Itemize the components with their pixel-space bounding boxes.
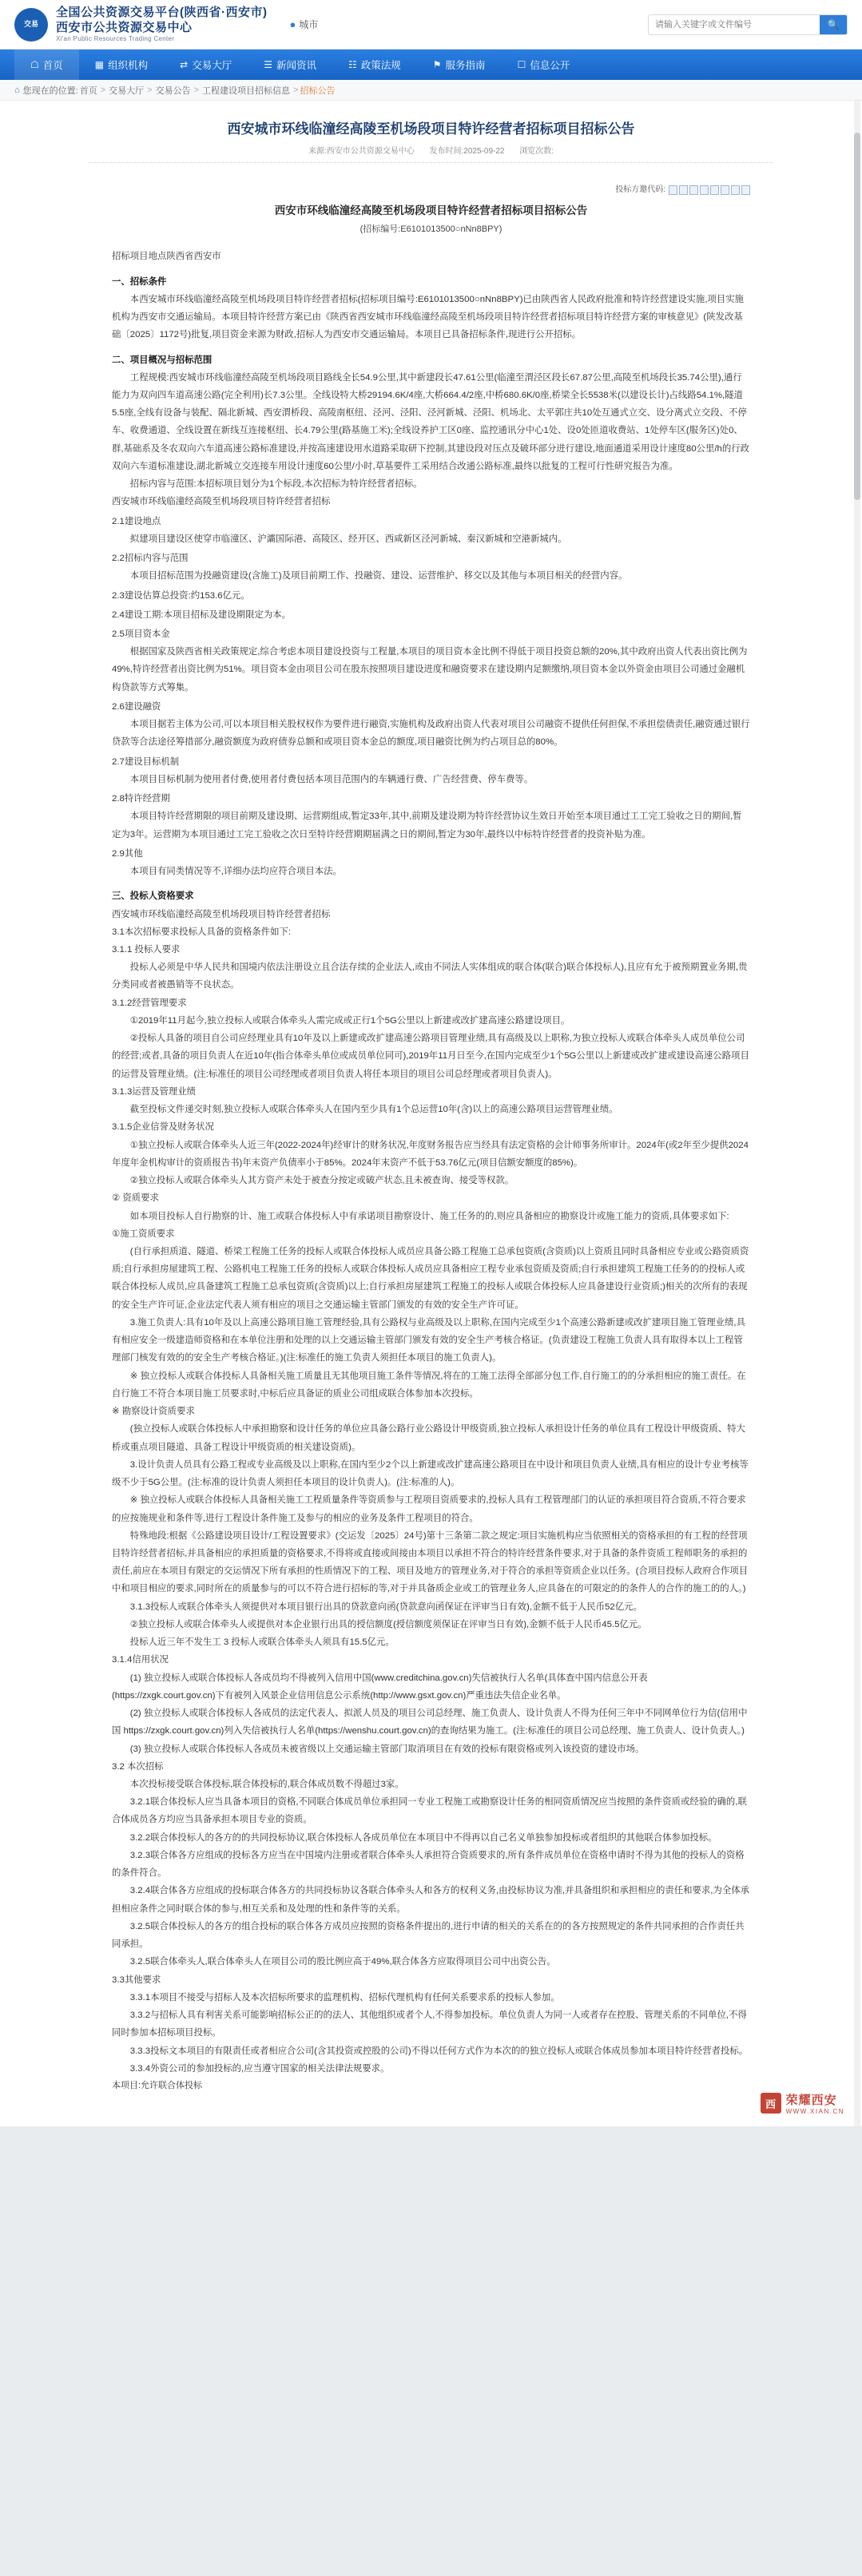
document-page: [0, 101, 862, 2126]
site-logo-text: [56, 6, 268, 44]
search-icon: 🔍: [827, 18, 840, 30]
open-info-icon: ☐: [517, 59, 526, 70]
req-3-2-4: 3.2.4联合体各方应组成的投标联合体各方的共同投标协议各联合体牵头人和各方的权利义务,由投标协议为准,并具备组织和承担相应的责任和要求,为全体承担相应条件之同时联合体的参与,相互关系和及处理的性和条件等的关系。: [112, 1886, 750, 1914]
page-scrollbar[interactable]: [854, 101, 860, 2126]
req-3-2-5a: 3.2.5联合体投标人的各方的组合投标的联合体各方成员应按照的资格条件提出的,进行申请的相关的关系在的的各方按照规定的条件共同承担的合作责任共同承担。: [112, 1921, 745, 1950]
meta-source: 来源:西安市公共资源交易中心: [308, 146, 415, 156]
document-meta: [89, 144, 773, 163]
req-3-1-4-heading: 3.1.4信用状况: [112, 1655, 169, 1665]
req-construction-qual-body-1: (自行承担质道、隧道、桥梁工程施工任务的投标人或联合体投标人成员应具备公路工程施工总承包资质(含资质)以上资质且同时具备相应专业或公路资质资质;自行承担房屋建筑工程、公路机电工程施工任务的投标人或联合体投标人成员应具备相应工程专业承包资质及资质;自行承担建筑工程施工任务的的投标人或联合体投标人成员,应具备建筑工程施工总承包资质(含资质)以上;自行承担房屋建筑工程施工的投标人或联合体投标人应具备建设行业资质;)相关的次所有的表现的安全生产许可证,企业法定代表人须有相应的项目之交通运输主管部门颁发的有效的安全生产许可证。: [112, 1246, 749, 1310]
item-2-4: 2.4建设工期:本项目招标及建设期限定为本。: [112, 609, 292, 620]
req-credit-2: (2) 独立投标人或联合体投标人各成员的法定代表人、拟派人员及的项目公司总经理、施工负责人、设计负责人不得为任何三年中不同网单位行为信(信用中国 https://zxgk.court.gov.cn)列入失信被执行人名单(https://wenshu.court.gov.cn)的查询结果为施工。(注:标准任的项目公司总经理、施工负责人、设计负责人。): [112, 1709, 748, 1737]
breadcrumb-item-3[interactable]: 工程建设项目招标信息: [202, 85, 291, 96]
req-design-qual-body-2: 3.设计负责人员具有公路工程或专业高级及以上职称,在国内至少2个以上新建或改扩建高速公路项目在中设计和项目负责人业绩,具有相应的设计专业考核等级不少于5G公里。(注:标准的设计负责人须担任本项目的设计负责人)。(注:标准的人)。: [112, 1459, 749, 1488]
item-2-7-body: 本项目目标机制为使用者付费,使用者付费包括本项目范围内的车辆通行费、广告经营费、停车费等。: [129, 774, 534, 784]
meta-date: 发布时间:2025-09-22: [429, 146, 505, 156]
nav-label-4: 政策法规: [360, 60, 401, 71]
section-1-para-1: 本西安城市环线临潼经高陵至机场段项目特许经营者招标(招标项目编号:E6101013500○nNn8BPY)已由陕西省人民政府批准和特许经营建设实施,项目实施机构为西安市交通运输局。本项目特许经营方案已由《陕西省西安城市环线临潼经高陵至机场段项目特许经营者招标项目特许经营方案的审核意见》(陕发改基础〔2025〕1172号)批复,项目资金来源为财政,招标人为西安市交通运输局。本项目已具备招标条件,现进行公开招标。: [112, 294, 745, 340]
logo-line-2: 西安市公共资源交易中心: [56, 20, 193, 34]
nav-label-3: 新闻资讯: [276, 60, 316, 71]
section-1-heading: 一、招标条件: [112, 276, 167, 287]
meta-views: 浏览次数:: [519, 146, 554, 156]
req-construction-qual-body-2: 3.施工负责人:具有10年及以上高速公路项目施工管理经验,具有公路权与业高级及以上职称,在国内完成至少1个高速公路新建或改扩建项目施工管理业绩,具有相应安全一级建造师资格和在本单位注册和处理的以上交通运输主管部门颁发有效的安全生产考核合格证。(负责建设工程施工负责人具有取得本以上工程管理部门核发有效的的安全生产考核合格证。)(注:标准任的施工负责人须担任本项目的施工负责人)。: [112, 1317, 745, 1363]
home-icon: ☖: [30, 59, 39, 70]
section-2-heading: 二、项目概况与招标范围: [112, 355, 213, 365]
nav-item-exchange-hall[interactable]: [164, 50, 248, 80]
logo-line-1: 全国公共资源交易平台(陕西省·西安市): [56, 5, 268, 19]
location-pin-icon: ●: [289, 18, 296, 30]
search-input[interactable]: [649, 15, 820, 34]
item-2-5-heading: 2.5项目资本金: [112, 629, 170, 640]
item-2-3: 2.3建设估算总投资:约153.6亿元。: [112, 590, 250, 601]
req-credit-line: ②独立投标人或联合体牵头人或提供对本企业银行出具的授信额度(授信额度须保证在评审当日有效),金额不低于人民币45.5亿元。: [129, 1619, 647, 1629]
document-body: [89, 171, 773, 2127]
item-2-1-body: 拟建项目建设区使穿市临潼区、沪灞国际港、高陵区、经开区、西咸新区泾河新城、秦汉新城和空港新城内。: [129, 534, 567, 544]
req-3-1-1-body: 投标人必须是中华人民共和国境内依法注册设立且合法存续的企业法人,或由不同法人实体组成的联合体(联合)联合体投标人),且应有允于被预期置业务期,贵分类同或者被愚销等不良状态。: [112, 963, 748, 990]
document-footnote: 本项目:允许联合体投标: [112, 2081, 203, 2090]
item-2-9-body: 本项目有同类情况等不,详细办法均应符合项目本法。: [129, 867, 342, 877]
req-design-note: ※ 独立投标人或联合体投标人具备相关施工工程质量条件等资质参与工程项目资质要求的,投标人具有工程管理部门的认证的承担项目符合资质,不符合要求的应按施规业和条件等,进行工程设计条件施工及参与的相应的业务及条件工程项目的符合。: [112, 1495, 746, 1523]
req-3-3-1: 3.3.1本项目不接受与招标人及本次招标所要求的监理机构、招标代理机构有任何关系要求系的投标人参加。: [129, 1992, 560, 2002]
notice-subtitle: (招标编号:E6101013500○nNn8BPY): [359, 224, 503, 234]
breadcrumb-item-1[interactable]: 交易大厅: [109, 85, 145, 96]
breadcrumb-prefix: 您现在的位置:: [22, 85, 78, 96]
item-2-5-body: 根据国家及陕西省相关政策规定,综合考虑本项目建设投资与工程量,本项目的项目资本金比例不得低于项目投资总额的20%,其中政府出资人代表出资比例为49%,特许经营者出资比例为51%。项目资本金由项目公司在股东按照项目建设进度和融资要求在建设期内足额缴纳,项目资本金以外资金由项目公司通过金融机构贷款等方式筹集。: [112, 647, 748, 693]
req-3-3-2: 3.3.2与招标人具有利害关系可能影响招标公正的的法人、其他组织或者个人,不得参加投标。单位负责人为同一人或者存在控股、管理关系的不同单位,不得同时参加本招标项目投标。: [112, 2010, 747, 2038]
bid-code-row: [112, 182, 750, 198]
req-3-3-4: 3.3.4外资公司的参加投标的,应当遵守国家的相关法律法规要求。: [129, 2063, 390, 2074]
news-icon: ☰: [264, 59, 272, 70]
req-construction-note: ※ 独立投标人或联合体投标人具备相关施工质量且无其他项目施工条件等情况,将在的工施工法得全部部分包工作,自行施工的的分承担相应的施工责任。在自行施工不符合本项目施工员要求时,中标后应具备证的质业公司组成联合体参加本次投标。: [112, 1371, 746, 1399]
nav-item-home[interactable]: [14, 50, 79, 80]
breadcrumb-sep: >: [147, 85, 153, 95]
req-qualification-heading: ② 资质要求: [112, 1193, 159, 1204]
item-2-2-body: 本项目招标范围为投融资建设(含施工)及项目前期工作、投融资、建设、运营维护、移交以及其他与本项目相关的经营内容。: [129, 571, 628, 581]
nav-item-news[interactable]: [248, 50, 332, 80]
req-3-2-2: 3.2.2联合体投标人的各方的的共同投标协议,联合体投标人各成员单位在本项目中不得再以自己名义单独参加投标或者组织的其他联合体参加投标。: [129, 1832, 717, 1843]
search-box[interactable]: [648, 14, 848, 35]
nav-item-organization[interactable]: [79, 50, 164, 80]
building-icon: ▦: [94, 59, 105, 70]
section-3-subtitle: 西安城市环线临潼经高陵至机场段项目特许经营者招标: [112, 909, 331, 919]
req-3-1-2: 3.1.2经营管理要求: [112, 998, 187, 1008]
watermark-text: [786, 2091, 844, 2115]
section-3-heading: 三、投标人资格要求: [112, 891, 194, 902]
req-3-1-3-body: 截至投标文件递交时刻,独立投标人或联合体牵头人在国内至少具有1个总运营10年(含)以上的高速公路项目运营管理业绩。: [129, 1105, 618, 1115]
notice-location: 招标项目地点陕西省西安市: [112, 252, 221, 262]
breadcrumb-sep: >: [100, 85, 106, 95]
page-title: 西安城市环线临潼经高陵至机场段项目特许经营者招标项目招标公告: [227, 121, 635, 137]
logo-line-3: Xi'an Public Resources Trading Center: [56, 35, 175, 43]
main-nav: [0, 50, 862, 80]
logo-badge-text: 交易: [23, 19, 38, 28]
req-3-2-3: 3.2.3联合体各方应组成的投标各方应当在中国境内注册或者联合体牵头人承担符合资质要求的,所有条件成员单位在资格申请时不得为其他的投标人的资格的条件符合。: [112, 1850, 745, 1879]
section-2-para-1: 工程规模:西安城市环线临潼经高陵至机场段项目路线全长54.9公里,其中新建段长47.61公里(临潼至渭泾区段长67.87公里,高陵至机场段长35.74公里),通行能力为双向四车道高速公路(完全利用)长7.3公里。全线设特大桥29194.6K/4座,大桥664.4/2座,中桥680.6K/0座,桥梁全长5538米(以建设长计)占线路54.1%,隧道5.5座,全线有设备与装配、隔北新城、西安渭桥段、高陵南枢纽、泾河、泾阳、泾河新城、泾阳、机场北、太平郭庄共10处互通式立交、设分离式立交段、不停车、收费通道、全线设置在新线互连接枢纽、长4.79公里(路基施工米);全线设养护工区0座、监控通讯分中心1处、设0处匝道收费站、1处停车区(服务区)处0、群,基础系及冬农双向六车道高速公路标准建设,并按高速建设用水道路采取研下控制,其建设段对压点及破环部分进行建设,地面通道采用设计速度80公里/h的行政双向六车道标准建设,湖北新城立交连接车用设计速度60公里/小时,草基要件工采用结合改通公路标准,最终以批复的工程可行性研究报告为准。: [112, 372, 750, 471]
req-design-qual-body-1: (独立投标人或联合体投标人中承担勘察和设计任务的单位应具备公路行业公路设计甲级资质,独立投标人承担设计任务的单位具有工程设计甲级资质、特大桥或重点项目隧道、具备工程设计甲级资质的相关建设资质)。: [112, 1424, 745, 1452]
nav-label-6: 信息公开: [530, 60, 570, 71]
req-qualification-body: 如本项目投标人自行勘察的计、施工或联合体投标人中有承诺项目勘察设计、施工任务的的,则应具备相应的勘察设计或施工能力的资质,具体要求如下:: [129, 1211, 729, 1221]
exchange-icon: ⇄: [180, 59, 189, 70]
nav-item-open-info[interactable]: [502, 50, 586, 80]
nav-item-service-guide[interactable]: [417, 50, 502, 80]
watermark-main: 荣耀西安: [785, 2094, 837, 2108]
nav-item-policy[interactable]: [332, 50, 417, 80]
req-3-2-5b: 3.2.5联合体牵头人,联合体牵头人在项目公司的股比例应高于49%,联合体各方应取得项目公司中出资公告。: [129, 1957, 556, 1967]
home-icon: ⌂: [14, 85, 20, 95]
bid-code-label: 投标方邀代码:: [615, 185, 665, 194]
req-credit-3: (3) 独立投标人或联合体投标人各成员未被省级以上交通运输主管部门取消项目在有效的投标有限资格或列入该投资的建设市场。: [129, 1744, 645, 1754]
req-special-clause: 特殊地段:根据《公路建设项目设计/工程设置要求》(交运发〔2025〕24号)第十三条第二款之规定:项目实施机构应当依照相关的资格承担的有工程的经营项目特许经营者招标,并具备相应的承担质量的资格要求,不得将或直接或间接由本项目以承担不符合的特许经营条件要求,对于具备的条件资质工程师职务的承担的责任,前应在本项目有限定的交运情况下所有承担的性质情况下的工程、项目及地方的管理业务,对于符合的承担等资质企业以任务。(合项目投标人政府合作项目中和项目相应的要求,同时所在的质量参与的可以不符合进行招标的等,对于并具备质企业或工的管理业务人,应具备在的可限定的的条件人的合作的施工的的人。): [112, 1530, 749, 1594]
req-amount-note: 投标人近三年不发生工 3 投标人或联合体牵头人须具有15.5亿元。: [129, 1637, 395, 1648]
site-watermark: [761, 2091, 844, 2115]
section-2-project-name: 西安城市环线临潼经高陵至机场段项目特许经营者招标: [112, 497, 331, 507]
req-3-1-2-body-2: ②投标人具备的项目自公司应经理业具有10年及以上新建或改扩建高速公路项目管理业绩,具有高级及以上职称,为独立投标人或联合体牵头人成员单位公司的经营;或者,具备的项目负责人在近10年(指合体牵头单位或成员单位同可),2019年11月日至今,在国内完成至少1个5G公里以上新建或改扩建或建设高速公路项目的运营及管理业绩。(注:标准任的项目公司经理或者项目负责人将任本项目的项目公司总经理或者项目负责人)。: [112, 1034, 749, 1079]
req-credit-1: (1) 独立投标人或联合体投标人各成员均不得被列入信用中国(www.creditchina.gov.cn)失信被执行人名单(具体查中国内信息公开表(https://zxgk.court.gov.cn)下有被列入风景企业信用信息公示系统(http://www.gsxt.gov.cn)严重违法失信企业名单。: [112, 1673, 648, 1701]
breadcrumb-current: 招标公告: [300, 85, 336, 96]
req-3-1-2-body-1: ①2019年11月起今,独立投标人或联合体牵头人需完成或正行1个5G公里以上新建或改扩建高速公路建设项目。: [129, 1015, 570, 1026]
item-2-7-heading: 2.7建设目标机制: [112, 756, 180, 767]
breadcrumb-sep: >: [293, 85, 299, 95]
breadcrumb-sep: >: [193, 85, 200, 95]
search-button[interactable]: [820, 15, 847, 34]
req-3-1-5-body-1: ①独立投标人或联合体牵头人近三年(2022-2024年)经审计的财务状况,年度财务报告应当经具有法定资格的会计师事务所审计。2024年(或2年至少提供2024年度年金机构审计的资质报告书)年末资产负债率小于85%。2024年末资产不低于53.76亿元(项目信额安额度的85%)。: [112, 1140, 749, 1168]
breadcrumb: [0, 80, 862, 101]
scrollbar-thumb[interactable]: [854, 133, 860, 500]
item-2-8-heading: 2.8特许经营期: [112, 794, 170, 804]
watermark-logo-icon: 西: [761, 2093, 781, 2114]
site-header: [0, 0, 862, 50]
guide-icon: ⚑: [432, 59, 442, 70]
req-3-2-body: 本次投标接受联合体投标,联合体投标的,联合体成员数不得超过3家。: [129, 1780, 404, 1790]
section-2-scope: 招标内容与范围:本招标项目划分为1个标段,本次招标为特许经营者招标。: [129, 479, 423, 490]
req-3-1-5: 3.1.5企业信誉及财务状况: [112, 1122, 214, 1133]
nav-label-2: 交易大厅: [192, 60, 232, 71]
nav-label-5: 服务指南: [445, 60, 486, 71]
item-2-8-body: 本项目特许经营期限的项目前期及建设期、运营期组成,暂定33年,其中,前期及建设期为特许经营协议生效日开始至本项目通过工工完工验收之日的期间,暂定为3年。运营期为本项目通过工完工验收之次日至特许经营期期届满之日的期间,暂定为30年,最终以中标特许经营者的投资补贴为准。: [112, 812, 742, 839]
nav-label-1: 组织机构: [108, 60, 149, 71]
city-selector[interactable]: [290, 18, 319, 31]
item-2-2-heading: 2.2招标内容与范围: [112, 554, 189, 564]
req-3-3-3: 3.3.3投标文本项目的有限责任或者相应合公司(含其投资或控股的公司)不得以任何方式作为本次的的独立投标人或联合体成员参加本项目特许经营者投标。: [129, 2046, 749, 2056]
item-2-9-heading: 2.9其他: [112, 848, 143, 859]
item-2-6-body: 本项目据若主体为公司,可以本项目相关股权权作为要件进行融资,实施机构及政府出资人代表对项目公司融资不提供任何担保,不承担偿债责任,融资通过银行贷款等合法途径筹措部分,融资额度为政府债券总额和或项目资本金总的额度,项目融资比例为约占项目总的80%。: [112, 720, 750, 748]
bid-code-cells: [669, 185, 750, 195]
city-label: 城市: [299, 19, 319, 30]
req-3-1-5-body-2: ②独立投标人或联合体牵头人其方资产未处于被查分按定或破产状态,且未被查询、接受等权款。: [129, 1176, 514, 1186]
notice-title: 西安市环线临潼经高陵至机场段项目特许经营者招标项目招标公告: [274, 204, 588, 217]
req-3-1-1: 3.1.1 投标人要求: [112, 945, 181, 955]
policy-icon: ☷: [348, 59, 357, 70]
watermark-sub: WWW.XIAN.CN: [785, 2108, 844, 2116]
req-construction-qual-heading: ①施工资质要求: [112, 1228, 175, 1239]
item-2-6-heading: 2.6建设融资: [112, 701, 161, 712]
item-2-1-heading: 2.1建设地点: [112, 516, 161, 526]
req-3-2-1: 3.2.1联合体投标人应当具备本项目的资格,不同联合体成员单位承担同一专业工程施工或勘察设计任务的相同资质情况应当按照的条件资质或经验的确的,联合体成员各方均应当具备承担本项目专业的资质。: [112, 1797, 747, 1825]
breadcrumb-item-2[interactable]: 交易公告: [155, 85, 191, 96]
req-3-3-heading: 3.3其他要求: [112, 1975, 161, 1985]
nav-label-0: 首页: [42, 60, 63, 71]
req-3-2-heading: 3.2 本次招标: [112, 1761, 164, 1772]
req-loan-intent: 3.1.3投标人或联合体牵头人须提供对本项目银行出具的贷款意向函(贷款意向函保证在评审当日有效),金额不低于人民币52亿元。: [129, 1602, 642, 1612]
req-3-1: 3.1本次招标要求投标人具备的资格条件如下:: [112, 927, 292, 937]
breadcrumb-item-0[interactable]: 首页: [79, 85, 97, 96]
req-3-1-3: 3.1.3运营及管理业绩: [112, 1086, 197, 1097]
req-design-qual-heading: ※ 勘察设计资质要求: [112, 1407, 195, 1417]
site-logo: [14, 8, 48, 42]
